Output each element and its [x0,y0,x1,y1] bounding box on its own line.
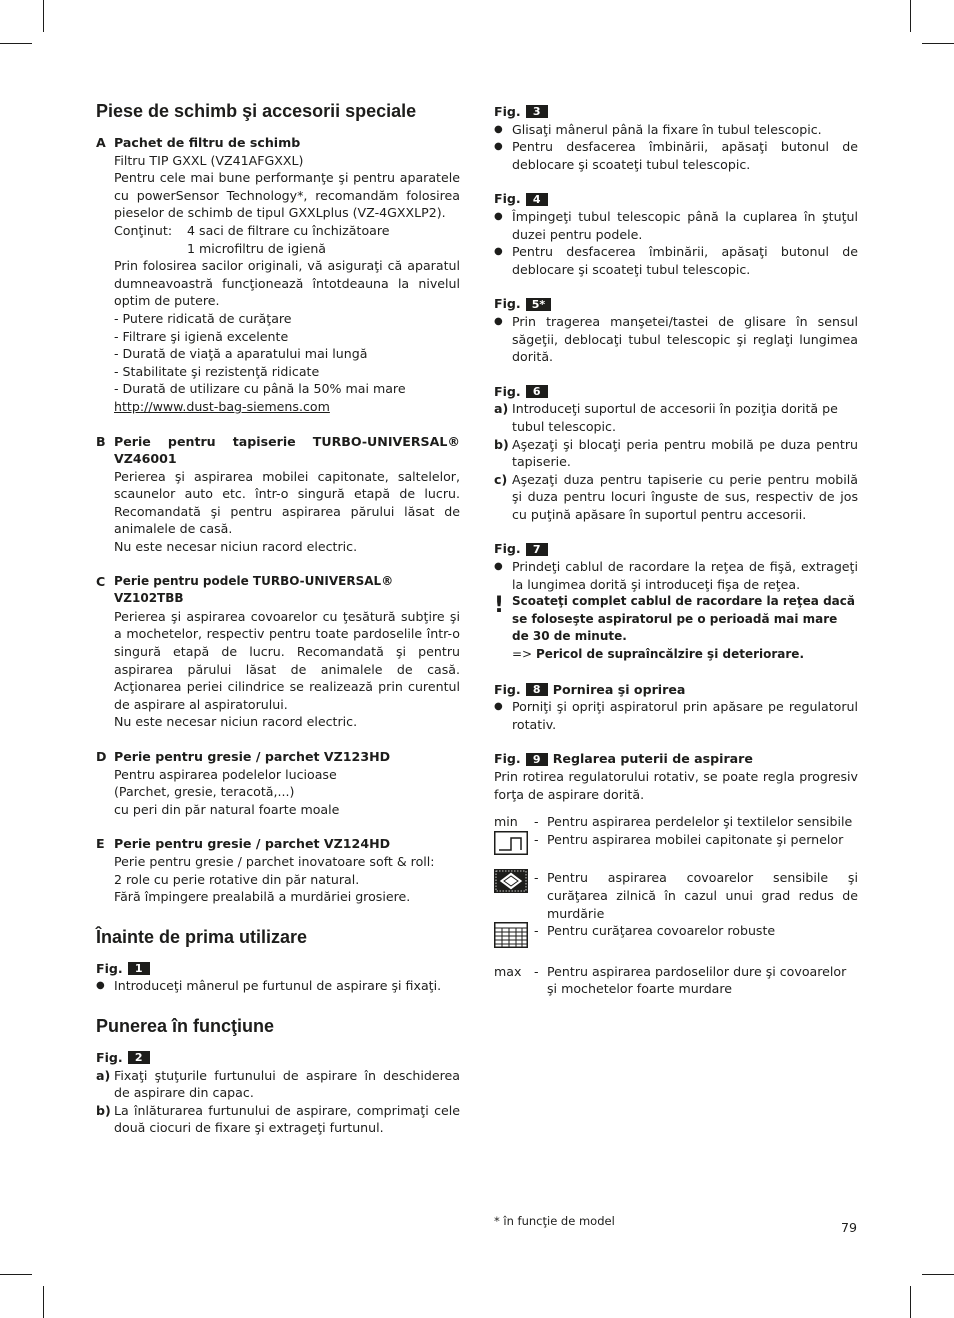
feature-line: - Durată de utilizare cu până la 50% mai mare [114,381,406,397]
setting-dash: - [534,923,539,939]
fig-label [494,681,858,699]
fig-number-badge: 1 [128,962,150,975]
crop-mark [43,0,44,32]
bullet-icon: ● [494,561,503,573]
fig-label [494,540,858,558]
bullet-text: Pentru desfacerea îmbinării, apăsaţi butonul de deblocare şi scoateţi tubul telescopic. [512,139,858,172]
step-item [494,436,858,471]
power-setting-row [494,922,858,953]
robust-carpet-icon [494,922,528,948]
fig-label [494,190,858,208]
item-text: Pentru aspirarea podelelor lucioase [114,766,337,782]
accessory-item-a [96,134,460,416]
left-column [96,100,460,1137]
bullet-item [494,121,858,139]
fig-text: Fig. [494,104,521,119]
feature-line: - Filtrare şi igienă excelente [114,328,289,344]
setting-dash: - [534,963,539,979]
crop-mark [922,1274,954,1275]
step-text: Fixaţi ştuţurile furtunului de aspirare în deschiderea de aspirare din capac. [114,1067,460,1101]
bullet-icon: ● [494,701,503,713]
item-text: Pentru cele mai bune performanţe şi pentru aparatele cu powerSensor Technology*, recomandăm folosirea pieselor de schimb de tipul GXXLplus (VZ-4GXXLP2). [114,170,460,221]
item-text: Nu este necesar niciun racord electric. [114,714,358,730]
website-link[interactable]: http://www.dust-bag-siemens.com [114,398,330,414]
step-item [96,1067,460,1102]
carpet-diamond-icon [494,869,528,893]
bullet-icon: ● [494,246,503,258]
setting-dash: - [534,814,539,830]
upholstery-icon [494,831,528,855]
crop-mark [910,1286,911,1318]
item-text: Perie pentru gresie / parchet inovatoare soft & roll: [114,853,435,869]
setting-dash: - [534,831,539,847]
fig-text: Fig. [494,296,521,312]
fig-label [494,383,858,401]
fig-text: Fig. [96,1049,123,1065]
fig-number-badge: 8 [526,683,548,696]
warning-block [494,593,858,663]
setting-icon-wrap [494,831,534,860]
bullet-icon: ● [494,315,503,327]
item-title: Perie pentru tapiserie TURBO-UNIVERSAL® VZ46001 [114,433,460,467]
step-text: Introduceţi suportul de accesorii în poziţia dorită pe tubul telescopic. [512,401,838,434]
bullet-item [494,313,858,366]
warning-text: Scoateţi complet cablul de racordare la reţea dacă se foloseşte aspiratorul pe o perioadă mai mare de 30 de minute. [512,594,855,644]
setting-key: min [494,814,518,830]
accessory-item-b [96,433,460,556]
fig-number-badge: 6 [526,385,548,398]
section-heading: Înainte de prima utilizare [96,926,308,947]
bullet-text: Porniţi şi opriţi aspiratorul prin apăsare pe regulatorul rotativ. [512,699,858,732]
fig-number-badge: 7 [526,543,548,556]
setting-text: Pentru aspirarea perdelelor şi textilelor sensibile [547,814,853,830]
bullet-icon: ● [494,123,503,135]
item-title: Pachet de filtru de schimb [114,135,301,150]
crop-mark [0,43,32,44]
crop-mark [0,1274,32,1275]
content-line: 1 microfiltru de igienă [187,240,327,256]
fig-title: Pornirea şi oprirea [552,681,686,697]
power-setting-row [494,869,858,922]
crop-mark [43,1286,44,1318]
item-letter: E [96,836,105,852]
fig-text: Fig. [494,681,521,697]
step-text: Aşezaţi şi blocaţi peria pentru mobilă pe duza pentru tapiserie. [512,436,858,470]
item-title: Perie pentru podele TURBO-UNIVERSAL® VZ102TBB [114,573,394,606]
bullet-item [494,208,858,243]
setting-key: max [494,963,522,979]
item-text: Perierea şi aspirarea covoarelor cu ţesătură subţire şi a mochetelor, respectiv pentru toate pardoselile într-o singură etapă de lucru. Recomandată şi pentru aspirarea părului lăsat de animalele de casă. Acţionarea periei cilindrice se realizează prin curentul de aspirare al aspiratorului. [114,608,460,712]
fig-text: Fig. [494,751,521,767]
item-letter: A [96,135,106,150]
bullet-item [494,698,858,733]
setting-text: Pentru aspirarea covoarelor sensibile şi curăţarea zilnică în cazul unui grad redus de murdărie [547,870,858,921]
item-title: Perie pentru gresie / parchet VZ124HD [114,836,391,852]
step-label: a) [96,1067,111,1083]
bullet-icon: ● [494,141,503,153]
step-label: a) [494,401,509,417]
fig-label [96,960,460,978]
bullet-text: Prin tragerea manşetei/tastei de glisare în sensul săgeţii, deblocaţi tubul telescopic şi reglaţi lungimea dorită. [512,313,858,365]
bullet-text: Introduceţi mânerul pe furtunul de aspirare şi fixaţi. [114,978,442,994]
bullet-text: Pentru desfacerea îmbinării, apăsaţi butonul de deblocare şi scoateţi tubul telescopic. [512,244,858,277]
power-setting-row [494,813,858,831]
fig-number-badge: 4 [526,193,548,206]
item-text: Fără împingere prealabilă a murdăriei grosiere. [114,889,411,905]
setting-icon-wrap [494,869,534,922]
feature-line: - Putere ridicată de curăţare [114,310,292,326]
right-column [494,103,858,998]
bullet-item [494,138,858,173]
fig-label [494,103,858,121]
item-letter: D [96,749,107,764]
fig-text: Fig. [494,541,521,557]
item-text: cu peri din păr natural foarte moale [114,801,340,817]
setting-dash: - [534,870,539,886]
section-heading: Punerea în funcţiune [96,1015,275,1036]
accessory-item-c [96,573,460,731]
setting-icon-wrap [494,922,534,953]
bullet-item [494,243,858,278]
accessory-item-e [96,835,460,905]
step-label: b) [494,436,509,452]
bullet-text: Glisaţi mânerul până la fixare în tubul telescopic. [512,121,822,137]
bullet-icon: ● [96,980,105,992]
accessory-item-d [96,748,460,818]
bullet-text: Prindeţi cablul de racordare la reţea de fişă, extrageţi la lungimea dorită şi introduceţi fişa de reţea. [512,559,858,592]
step-label: b) [96,1102,111,1118]
setting-text: Pentru aspirarea mobilei capitonate şi pernelor [547,831,844,847]
item-letter: C [96,573,106,589]
item-letter: B [96,433,106,449]
step-item [96,1102,460,1137]
fig-number-badge: 2 [128,1051,150,1064]
setting-text: Pentru aspirarea pardoselilor dure şi covoarelor şi mochetelor foarte murdare [547,963,847,997]
warning-arrow: => [512,647,533,662]
power-setting-row [494,963,858,998]
warning-icon: ! [494,593,505,619]
crop-mark [922,43,954,44]
fig-label [96,1049,460,1067]
item-title: Perie pentru gresie / parchet VZ123HD [114,749,391,764]
step-label: c) [494,471,508,487]
fig-intro: Prin rotirea regulatorului rotativ, se poate regla progresiv forţa de aspirare dorită. [494,769,858,802]
footnote: * în funcţie de model [494,1214,615,1228]
power-setting-row [494,831,858,860]
fig-title: Reglarea puterii de aspirare [552,751,753,767]
fig-text: Fig. [96,960,123,976]
fig-number-badge: 9 [526,753,548,766]
item-text: Nu este necesar niciun racord electric. [114,539,358,555]
step-item [494,471,858,524]
content-label: Conţinut: [114,222,173,238]
fig-text: Fig. [494,383,521,399]
item-text: 2 role cu perie rotative din păr natural. [114,871,360,887]
item-text: Perierea şi aspirarea mobilei capitonate, saltelelor, scaunelor auto etc. într-o singură etapă de lucru. Recomandată şi pentru aspirarea părului lăsat de animalele de casă. [114,468,460,537]
feature-line: - Durată de viaţă a aparatului mai lungă [114,346,368,362]
step-item [494,400,858,435]
step-text: La înlăturarea furtunului de aspirare, comprimaţi cele două ciocuri de fixare şi extrageţi furtunul. [114,1102,460,1136]
content-line: 4 saci de filtrare cu închizătoare [187,222,390,238]
item-text: Filtru TIP GXXL (VZ41AFGXXL) [114,152,304,168]
bullet-icon: ● [494,210,503,222]
bullet-item [96,977,460,995]
page-number: 79 [841,1220,858,1235]
item-text: (Parchet, gresie, teracotă,...) [114,784,295,800]
feature-line: - Stabilitate şi rezistenţă ridicate [114,363,320,379]
fig-label [494,295,858,313]
crop-mark [910,0,911,32]
fig-text: Fig. [494,191,521,207]
fig-number-badge: 3 [526,105,548,118]
fig-number-badge: 5* [526,298,551,311]
warning-danger: Pericol de supraîncălzire şi deteriorare. [535,647,805,662]
bullet-item [494,558,858,593]
bullet-text: Împingeţi tubul telescopic până la cuplarea în ştuţul duzei pentru podele. [512,208,858,242]
section-heading: Piese de schimb şi accesorii speciale [96,101,417,121]
step-text: Aşezaţi duza pentru tapiserie cu perie pentru mobilă şi duza pentru locuri înguste de sus, respectiv de jos cu puţină apăsare în suportul pentru accesorii. [512,471,858,522]
item-text: Prin folosirea sacilor originali, vă asiguraţi că aparatul dumneavoastră funcţionează întotdeauna la nivelul optim de putere. [114,258,460,309]
setting-text: Pentru curăţarea covoarelor robuste [547,923,776,939]
fig-label [494,750,858,768]
